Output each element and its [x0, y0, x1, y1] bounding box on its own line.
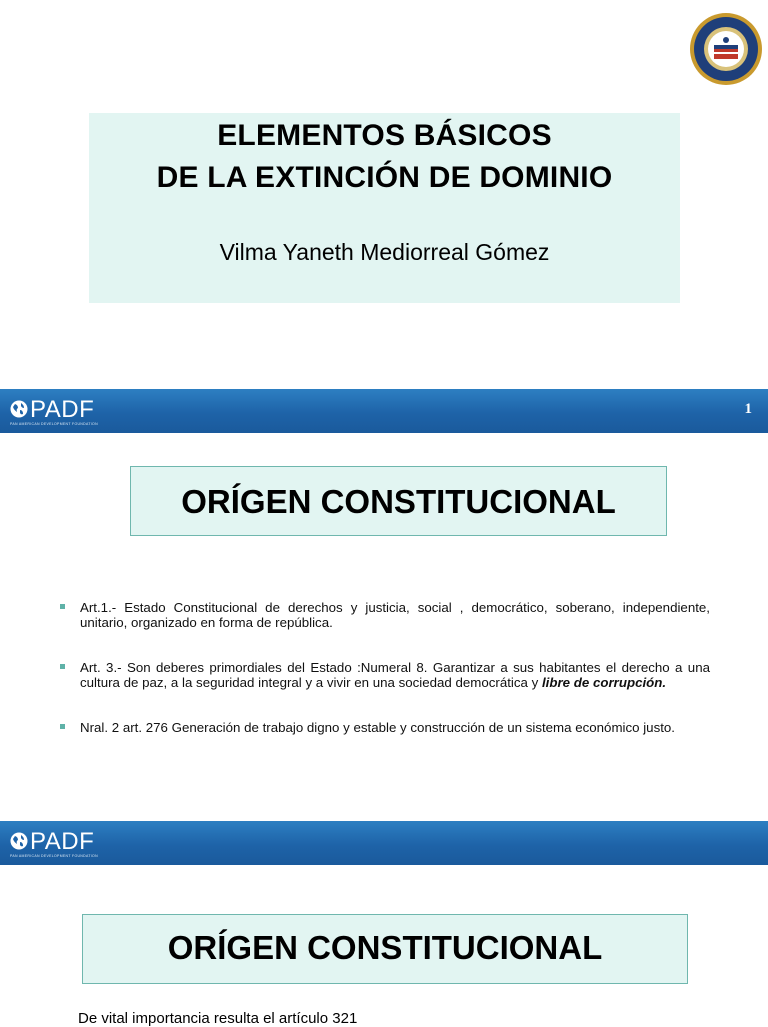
globe-icon — [10, 400, 28, 418]
author-name: Vilma Yaneth Mediorreal Gómez — [219, 239, 550, 265]
header-bar — [0, 389, 768, 433]
page-number: 1 — [744, 401, 752, 417]
title-line-1: ELEMENTOS BÁSICOS — [217, 119, 552, 152]
slide3-heading: ORÍGEN CONSTITUCIONAL — [82, 914, 688, 984]
slide2-heading: ORÍGEN CONSTITUCIONAL — [130, 466, 667, 536]
bullet-text: Art. 3.- Son deberes primordiales del Estado :Numeral 8. Garantizar a sus habitantes el derecho a una cultura de paz, a la seguridad integral y a vivir en una sociedad democrática y — [80, 660, 710, 690]
padf-logo — [10, 830, 110, 858]
partial-text: De vital importancia resulta el artículo 321 — [78, 1010, 358, 1027]
padf-logo — [10, 398, 110, 426]
logo-text: PADF — [30, 396, 95, 423]
logo-text: PADF — [30, 828, 95, 855]
globe-icon — [10, 832, 28, 850]
title-slide — [0, 0, 768, 388]
header-bar — [0, 821, 768, 865]
bullet-text: Art.1.- Estado Constitucional de derechos y justicia, social , democrático, soberano, independiente, unitario, organizado en forma de república. — [80, 600, 710, 630]
bullet-item — [60, 720, 710, 735]
logo-subtext: PAN AMERICAN DEVELOPMENT FOUNDATION — [10, 854, 98, 858]
bullet-text: Nral. 2 art. 276 Generación de trabajo digno y estable y construcción de un sistema económico justo. — [80, 720, 675, 735]
bullet-emphasis: libre de corrupción. — [541, 675, 667, 690]
title-line-2: DE LA EXTINCIÓN DE DOMINIO — [156, 161, 613, 194]
title-box — [89, 113, 680, 303]
bullet-item — [60, 660, 710, 690]
logo-subtext: PAN AMERICAN DEVELOPMENT FOUNDATION — [10, 422, 98, 426]
bullet-item — [60, 600, 710, 630]
bullet-list — [60, 600, 710, 765]
seal-icon — [689, 12, 763, 86]
